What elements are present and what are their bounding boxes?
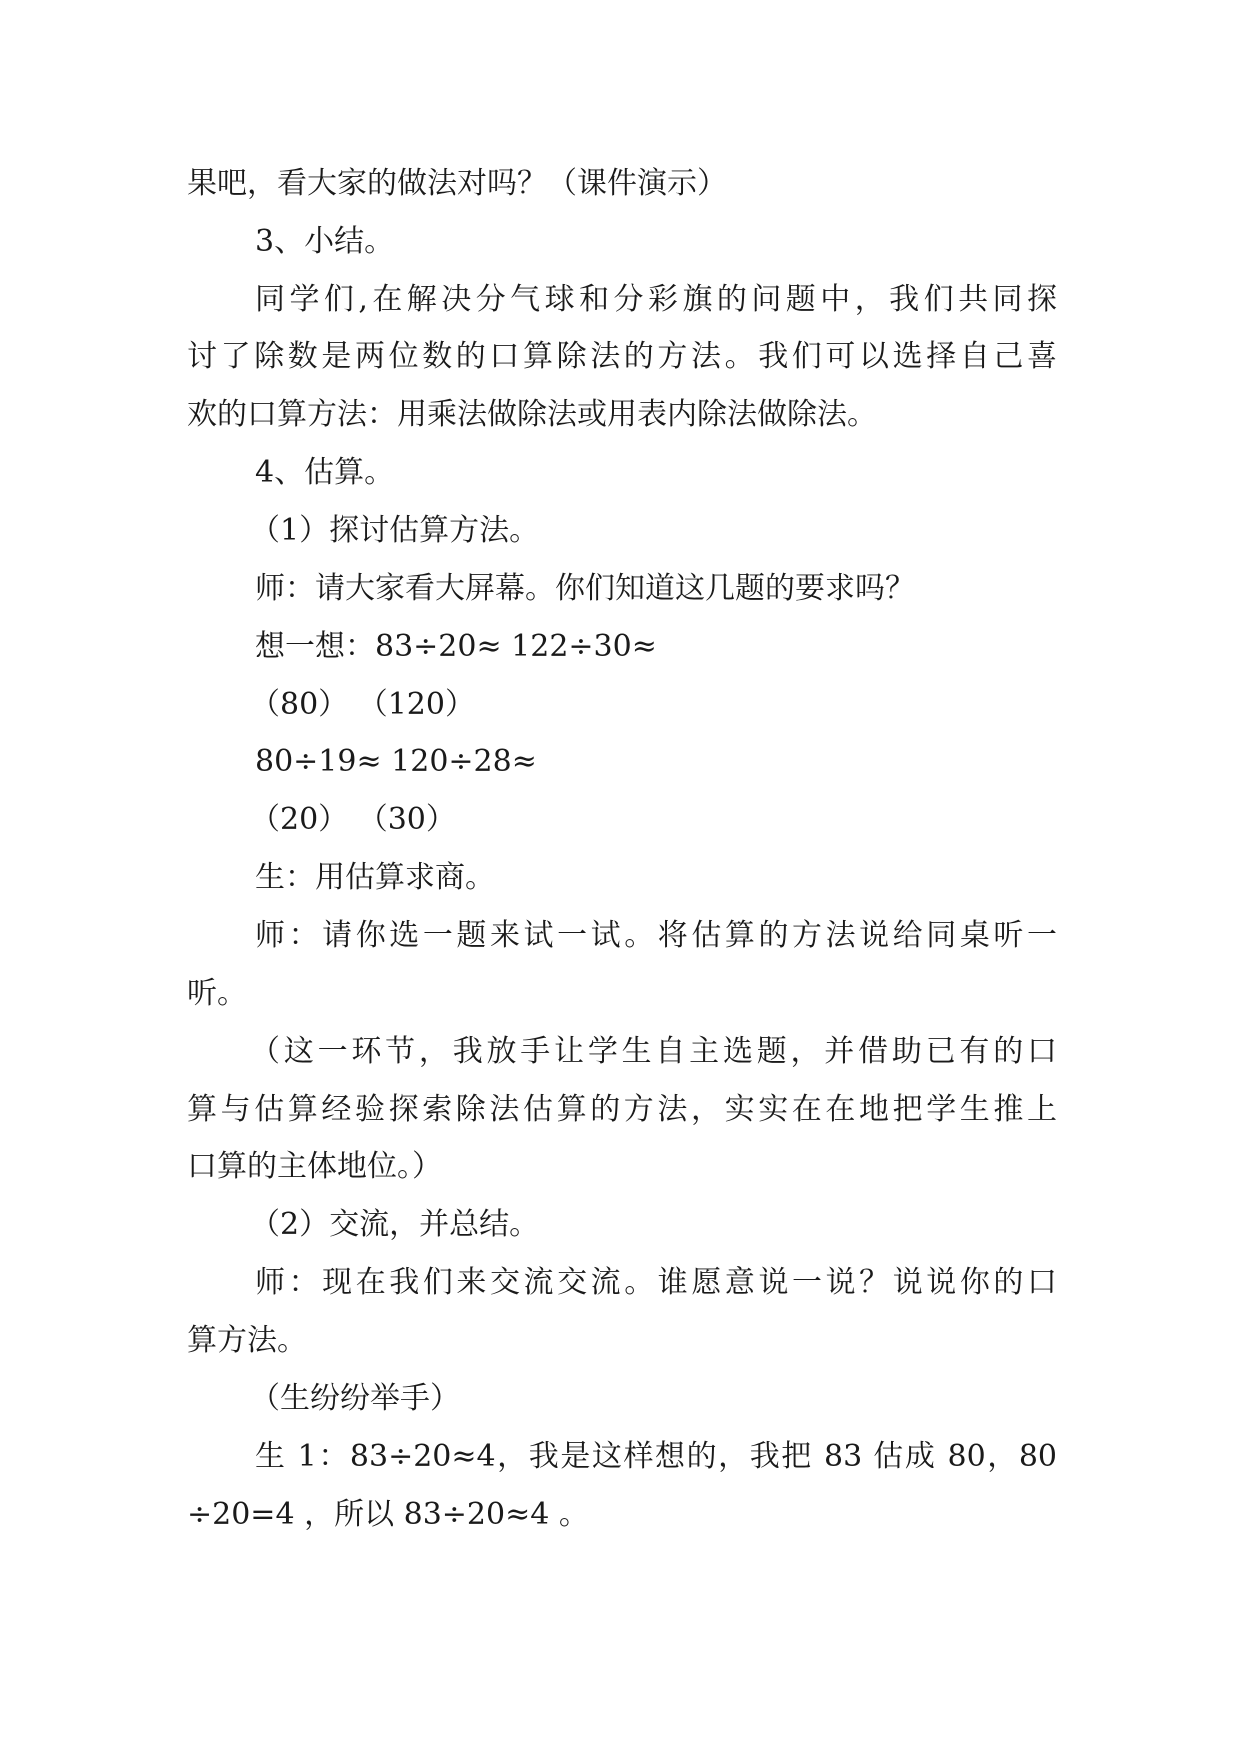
paragraph-line: 听。 <box>187 976 247 1011</box>
section-heading: 3、小结。 <box>255 224 395 259</box>
paragraph-line: 讨了除数是两位数的口算除法的方法。我们可以选择自己喜 <box>187 339 1057 374</box>
paragraph-line: 口算的主体地位。） <box>187 1149 442 1184</box>
paragraph-line: 果吧，看大家的做法对吗？（课件演示） <box>187 166 727 201</box>
paragraph-line: 师：请你选一题来试一试。将估算的方法说给同桌听一 <box>255 918 1057 953</box>
math-line: 想一想：83÷20≈ 122÷30≈ <box>255 629 657 664</box>
subsection-heading: （1）探讨估算方法。 <box>250 513 540 548</box>
paragraph-line: 欢的口算方法：用乘法做除法或用表内除法做除法。 <box>187 397 877 432</box>
paragraph-line: 算与估算经验探索除法估算的方法，实实在在地把学生推上 <box>187 1092 1057 1127</box>
math-line: （20） （30） <box>250 802 456 837</box>
section-heading: 4、估算。 <box>255 455 395 490</box>
paragraph-line: （生纷纷举手） <box>250 1381 460 1416</box>
paragraph-line: 算方法。 <box>187 1323 307 1358</box>
math-line: （80） （120） <box>250 687 475 722</box>
paragraph-line: （这一环节，我放手让学生自主选题，并借助已有的口 <box>250 1034 1057 1069</box>
subsection-heading: （2）交流，并总结。 <box>250 1207 540 1242</box>
paragraph-line: 生：用估算求商。 <box>255 860 495 895</box>
paragraph-line: 师：现在我们来交流交流。谁愿意说一说？说说你的口 <box>255 1265 1057 1300</box>
math-line: 80÷19≈ 120÷28≈ <box>255 744 537 779</box>
math-line: ÷20=4 ，所以 83÷20≈4 。 <box>187 1497 589 1532</box>
paragraph-line: 师：请大家看大屏幕。你们知道这几题的要求吗？ <box>255 571 915 606</box>
math-line: 生 1：83÷20≈4，我是这样想的，我把 83 估成 80，80 <box>255 1439 1057 1474</box>
paragraph-line: 同学们,在解决分气球和分彩旗的问题中，我们共同探 <box>255 282 1057 317</box>
